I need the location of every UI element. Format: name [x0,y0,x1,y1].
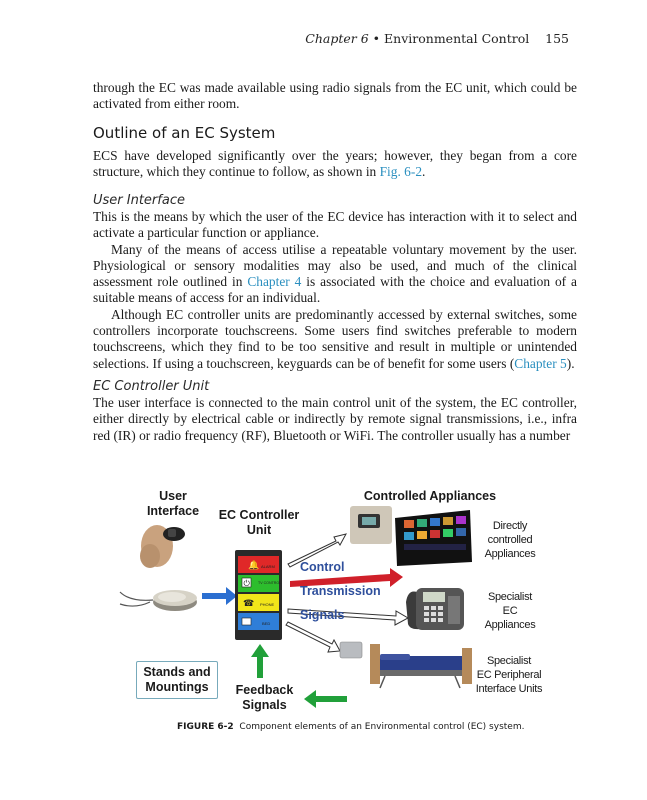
header-bullet: • [372,31,381,46]
ec-controller-heading: EC Controller Unit [93,379,210,394]
svg-text:☎: ☎ [243,599,255,609]
user-interface-heading: User Interface [93,193,185,208]
signals-word: Signals [300,608,345,622]
figure-6-2 [90,484,560,714]
ui-paragraph-2: Many of the means of access utilise a repeatable voluntary movement by the user. Physiological or sensory modalities may also be used, and much of the clinical assessment role outlined in Chapter 4 is associated with the choice and evaluation of a suitable means of access for an individual. [93,241,577,306]
alarm-button-label: ALARM [261,564,275,569]
control-word: Control [300,560,345,574]
ec-controller-label: EC Controller Unit [218,508,300,537]
phone-appliance-icon [406,588,464,630]
stands-mountings-label: Stands and Mountings [143,665,211,694]
hand-switch-icon [140,525,185,568]
transmission-word: Transmission [300,584,381,598]
chapter-title: Environmental Control [384,31,530,46]
round-switch-icon [120,590,197,611]
peripheral-units-label: Specialist EC Peripheral Interface Units [475,655,543,695]
controlled-appliances-label: Controlled Appliances [363,489,497,503]
bed-button-label: BED [262,621,271,626]
page-number: 155 [545,31,569,46]
caption-label: FIGURE 6-2 [177,722,234,732]
ec-controller-text: The user interface is connected to the main control unit of the system, the EC controller, either directly by electrical cable or indirectly by remote signal transmissions, i.e., infra red (IR) or radio frequency (RF), Bluetooth or WiFi. The controller usually has a number [93,395,577,443]
user-interface-text [93,209,577,372]
chapter-5-link[interactable]: Chapter 5 [514,355,567,371]
caption-text: Component elements of an Environmental control (EC) system. [239,722,525,732]
section-paragraph: ECS have developed significantly over the years; however, they began from a core structure, which they continue to follow, as shown in Fig. 6-2. [93,148,577,180]
ec-controller-device [235,550,282,640]
green-up-arrow-icon [251,644,269,678]
green-left-arrow-icon [304,690,347,708]
feedback-signals-label: Feedback Signals [235,683,294,712]
intro-paragraph: through the EC was made available using radio signals from the EC unit, which could be activated from either room. [93,80,577,112]
section-heading: Outline of an EC System [93,124,276,142]
directly-controlled-label: Directly controlled Appliances [484,520,536,560]
ui-paragraph-1: This is the means by which the user of the EC device has interaction with it to select and activate a particular function or appliance. [93,209,577,241]
ui-paragraph-3: Although EC controller units are predominantly accessed by external switches, some controllers incorporate touchscreens. Some users find switches preferable to modern touchscreens, which they find to be too sensitive and result in multiple or unintended selections. If using a touchscreen, keyguards can be of benefit for some users (Chapter 5). [93,306,577,371]
chapter-4-link[interactable]: Chapter 4 [247,274,302,290]
running-header [305,31,569,46]
svg-text:🔔: 🔔 [248,561,260,571]
phone-button-label: PHONE [260,602,275,607]
svg-text:⏻: ⏻ [243,579,250,588]
tv-appliance-icon [350,506,472,566]
figure-link[interactable]: Fig. 6-2 [379,164,423,180]
user-interface-label: User Interface [146,489,200,518]
blue-arrow-icon [202,587,237,605]
bed-appliance-icon [340,642,472,688]
tv-button-label: TV CONTROL [258,581,282,585]
figure-caption [177,722,524,732]
specialist-ec-label: Specialist EC Appliances [484,591,536,631]
chapter-label: Chapter 6 [305,31,369,46]
